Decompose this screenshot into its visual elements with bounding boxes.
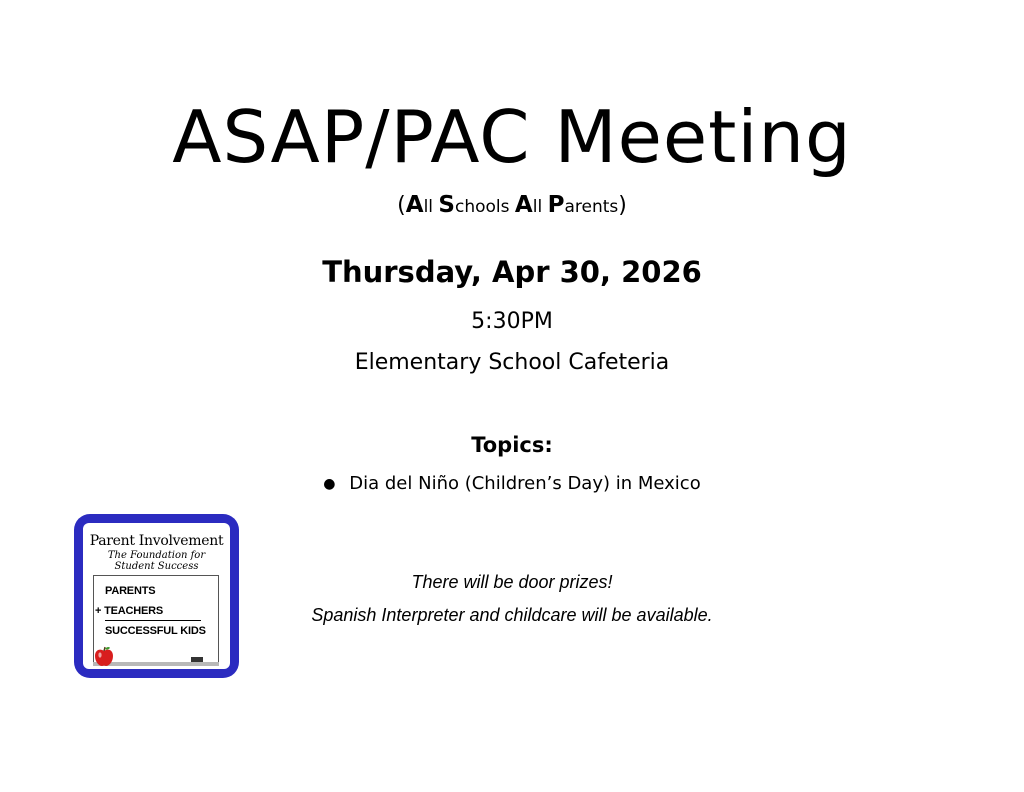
- parent-involvement-logo: [74, 514, 239, 678]
- subtitle: [0, 190, 1024, 222]
- topic-text: Dia del Niño (Children’s Day) in Mexico: [349, 473, 701, 494]
- subtitle-cap: A: [514, 192, 533, 218]
- logo-subtitle: Student Success: [114, 561, 199, 572]
- subtitle-close: ): [618, 193, 627, 218]
- subtitle-rest: ll: [423, 197, 439, 217]
- topics-heading: Topics:: [471, 433, 553, 457]
- bullet-icon: ●: [323, 476, 336, 492]
- subtitle-open: (: [397, 193, 406, 218]
- subtitle-rest: chools: [455, 197, 515, 217]
- eraser-icon: [191, 657, 203, 662]
- board-line: + TEACHERS: [95, 605, 163, 617]
- logo-inner: [83, 523, 230, 669]
- meeting-location: Elementary School Cafeteria: [354, 350, 670, 375]
- meeting-time: 5:30PM: [471, 309, 553, 334]
- subtitle-rest: arents: [564, 197, 619, 217]
- board-rule: [105, 620, 201, 621]
- subtitle-rest: ll: [532, 197, 548, 217]
- door-prizes-note: There will be door prizes!: [411, 572, 613, 592]
- subtitle-cap: P: [547, 192, 565, 218]
- page-title: ASAP/PAC Meeting: [172, 95, 852, 179]
- subtitle-cap: A: [405, 192, 424, 218]
- board-line: SUCCESSFUL KIDS: [105, 625, 206, 637]
- subtitle-cap: S: [438, 192, 455, 218]
- logo-subtitle: The Foundation for: [107, 550, 206, 561]
- list-item: [323, 470, 700, 498]
- board-line: PARENTS: [105, 585, 156, 597]
- meeting-date: Thursday, Apr 30, 2026: [322, 255, 702, 289]
- logo-title: Parent Involvement: [89, 533, 224, 549]
- apple-icon: [93, 645, 115, 667]
- topics-list: [0, 470, 1024, 498]
- interpreter-note: Spanish Interpreter and childcare will be available.: [311, 605, 713, 625]
